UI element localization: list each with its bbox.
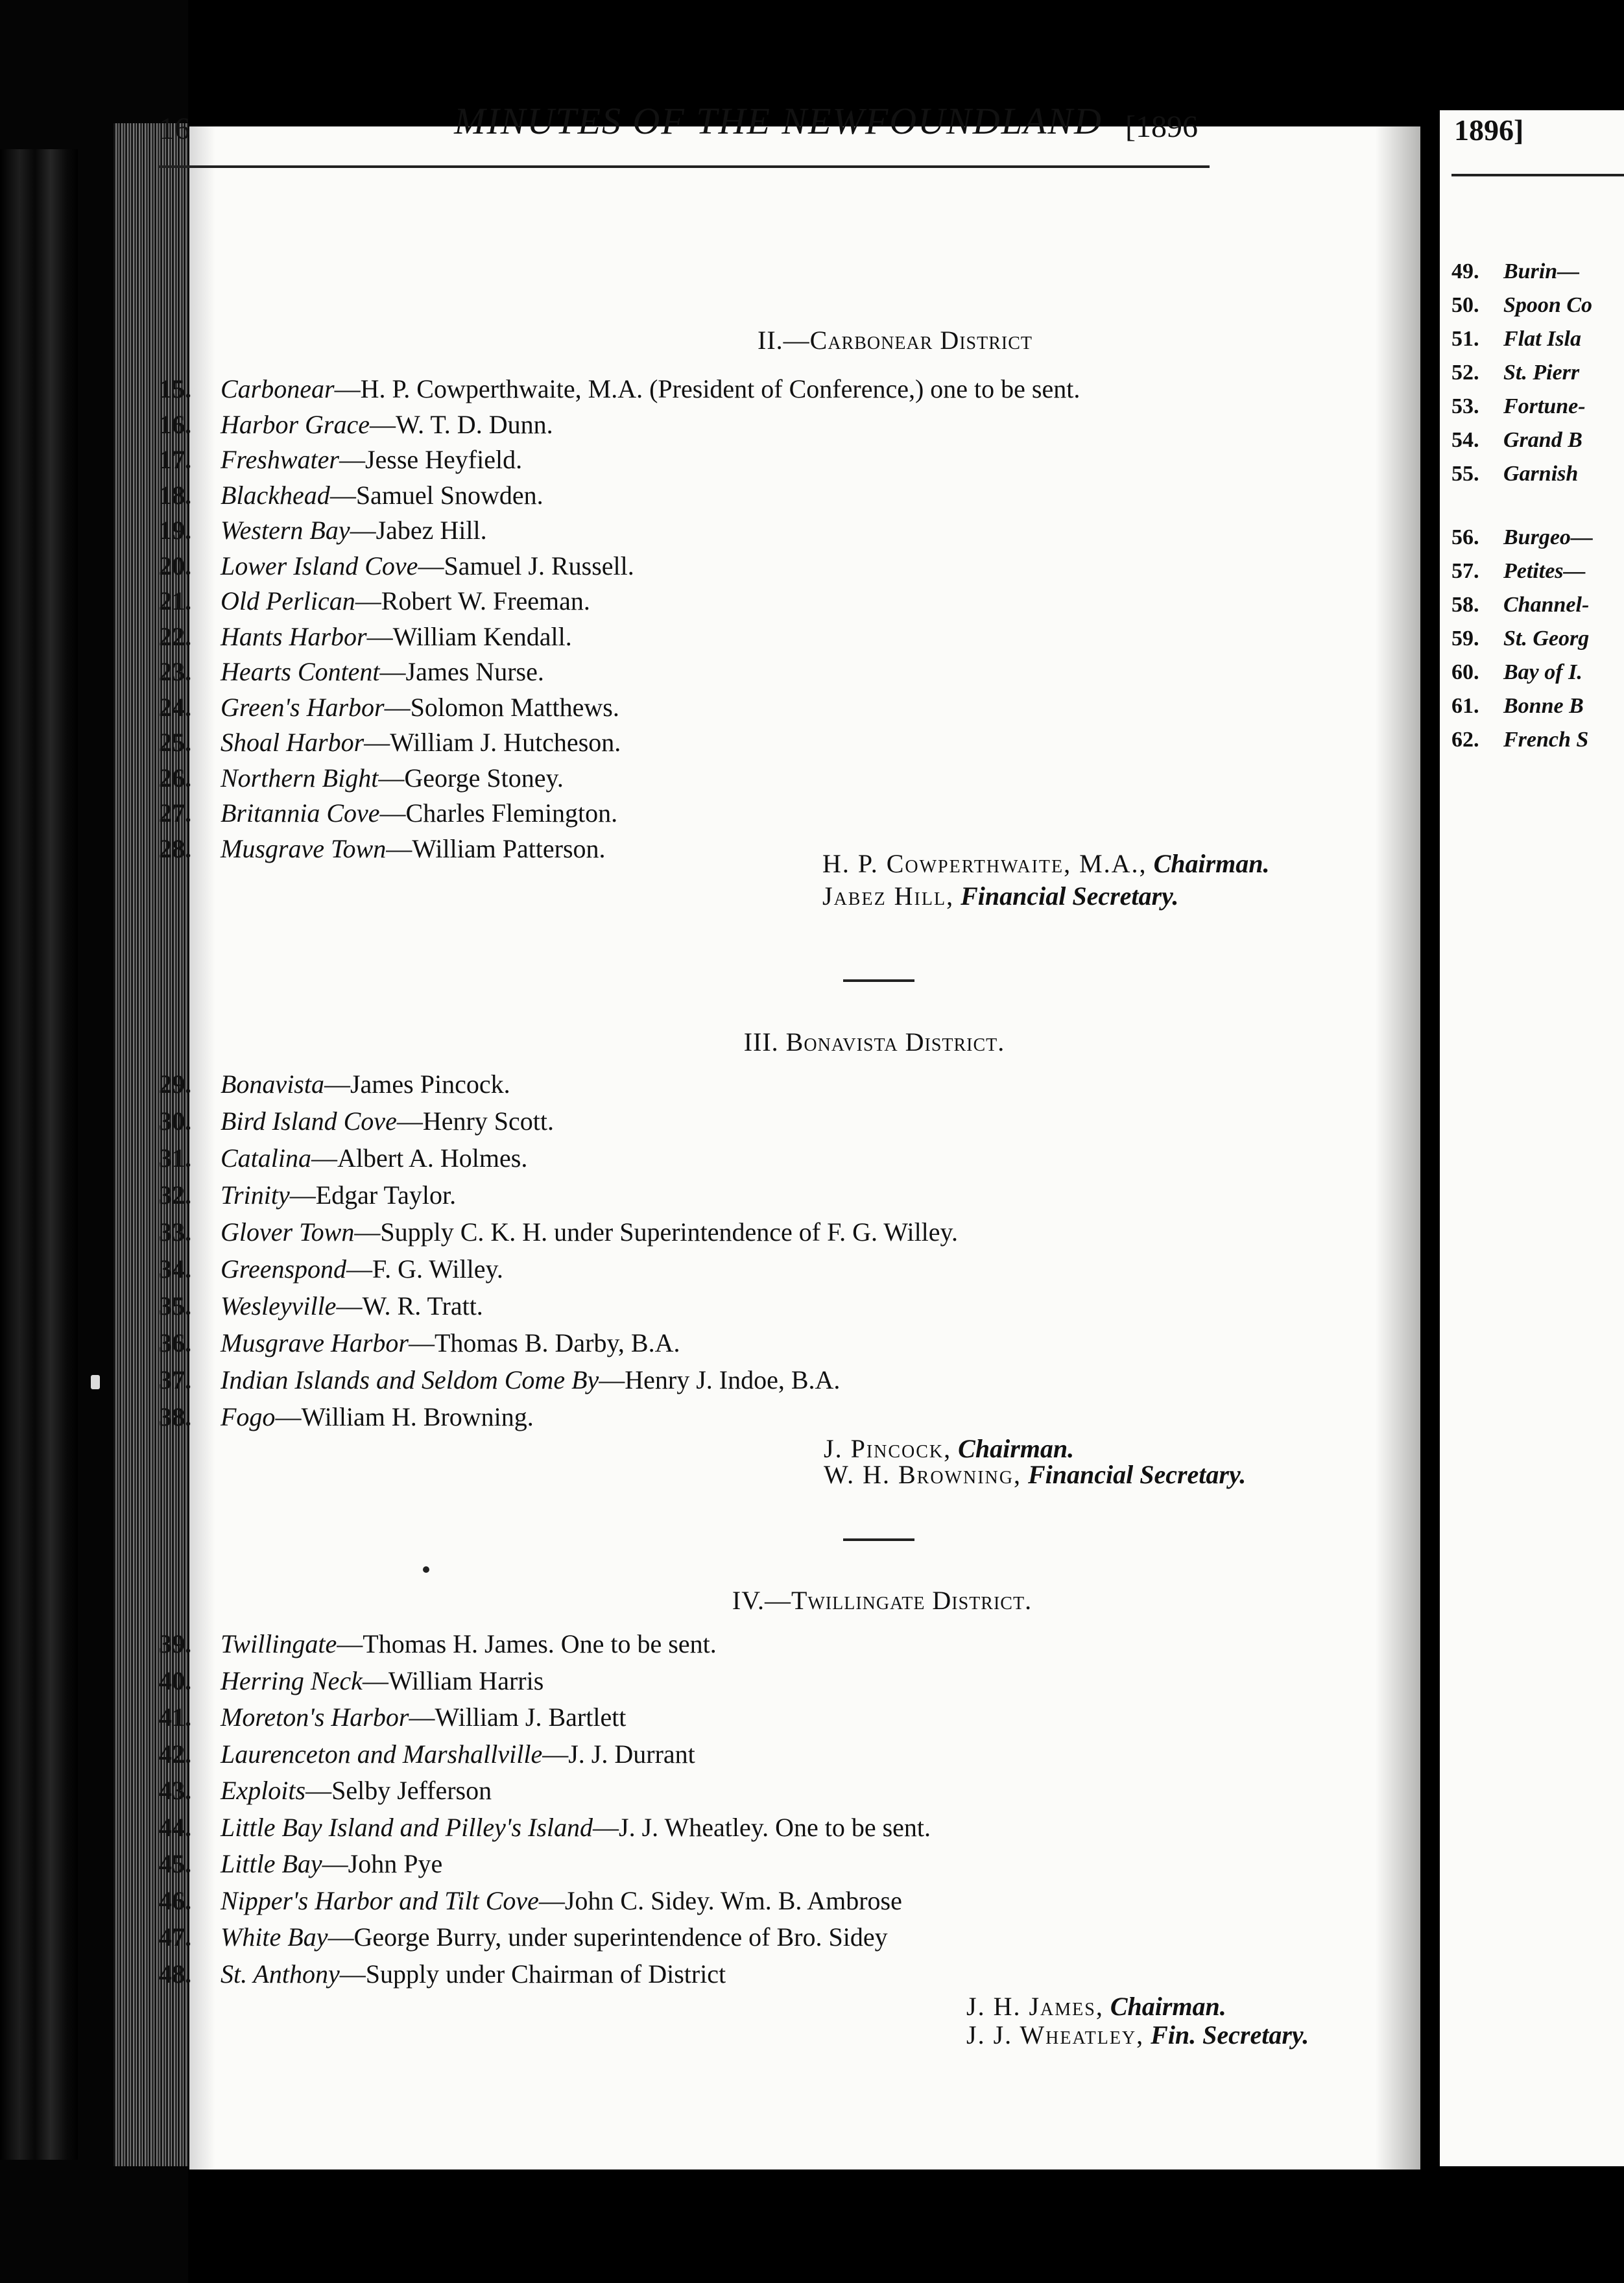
entry-number: 33. — [159, 1217, 191, 1247]
minister-name: William J. Bartlett — [435, 1703, 627, 1732]
entry-number: 40. — [159, 1666, 191, 1695]
dash-separator: — — [538, 1885, 565, 1915]
signature-secretary — [966, 2020, 1309, 2051]
dash-separator: — — [337, 1629, 363, 1658]
dash-separator: — — [339, 445, 365, 474]
dash-separator: — — [328, 1922, 354, 1952]
entry-number: 29. — [159, 1070, 191, 1099]
dash-separator: — — [386, 833, 412, 863]
minister-name: Supply under Chairman of District — [365, 1959, 726, 1989]
list-item — [159, 584, 1261, 619]
station-name: French S — [1503, 728, 1589, 752]
entry-number: 62. — [1451, 728, 1479, 752]
entry-number: 16. — [159, 409, 191, 439]
station-name: Fogo — [221, 1402, 276, 1431]
minister-name: Solomon Matthews. — [410, 692, 619, 722]
minister-name: J. J. Wheatley. One to be sent. — [619, 1812, 931, 1842]
dash-separator: — — [418, 551, 444, 580]
list-item — [159, 1400, 1261, 1435]
running-head-year: [1896 — [1125, 110, 1198, 144]
station-name: Glover Town — [221, 1217, 355, 1247]
list-item — [1451, 724, 1588, 756]
station-name: Channel- — [1503, 593, 1590, 617]
station-name: Blackhead — [221, 480, 330, 510]
entry-number: 58. — [1451, 593, 1479, 617]
entry-number: 38. — [159, 1402, 191, 1431]
station-name: Green's Harbor — [221, 692, 385, 722]
list-item — [1451, 459, 1578, 490]
list-item — [1451, 590, 1589, 621]
station-name: Wesleyville — [221, 1291, 337, 1321]
entry-number: 48. — [159, 1959, 191, 1989]
header-rule — [159, 165, 1210, 168]
signature-role: Financial Secretary. — [961, 881, 1179, 911]
minister-name: F. G. Willey. — [372, 1254, 503, 1284]
entry-number: 39. — [159, 1629, 191, 1658]
entry-number: 59. — [1451, 627, 1479, 651]
list-item — [159, 690, 1261, 725]
entry-number: 26. — [159, 763, 191, 793]
list-item — [159, 1067, 1261, 1102]
list-item — [1451, 357, 1579, 388]
dash-separator: — — [593, 1812, 619, 1842]
signature-name: W. H. Browning, — [824, 1460, 1021, 1489]
list-item — [159, 761, 1261, 796]
entry-number: 28. — [159, 833, 191, 863]
signature-role: Chairman. — [1153, 849, 1270, 878]
list-item — [159, 1252, 1261, 1287]
dash-separator: — — [334, 374, 361, 403]
dash-separator: — — [324, 1070, 350, 1099]
minister-name: William Kendall. — [392, 621, 572, 651]
list-item — [159, 725, 1261, 760]
signature-chairman — [822, 848, 1270, 879]
minister-name: George Stoney. — [404, 763, 564, 793]
entry-number: 57. — [1451, 559, 1479, 583]
station-name: St. Pierr — [1503, 361, 1580, 385]
minister-name: Robert W. Freeman. — [381, 586, 590, 616]
minister-name: James Nurse. — [405, 657, 544, 686]
station-name: Bonavista — [221, 1070, 324, 1099]
station-name: Bird Island Cove — [221, 1106, 397, 1136]
list-item — [159, 442, 1261, 477]
minister-name: Henry Scott. — [422, 1106, 555, 1136]
station-name: Laurenceton and Marshallville — [221, 1739, 543, 1769]
district-heading-carbonear: II.—Carbonear District — [758, 326, 1033, 355]
gutter-shadow — [1375, 126, 1420, 2169]
station-name: Hearts Content — [221, 657, 380, 686]
minister-name: J. J. Durrant — [568, 1739, 695, 1769]
list-item — [159, 1363, 1261, 1398]
list-item — [159, 654, 1261, 689]
dash-separator: — — [379, 657, 406, 686]
section-divider — [843, 979, 914, 982]
list-item — [159, 407, 1261, 442]
station-name: Trinity — [221, 1180, 290, 1210]
station-name: Northern Bight — [221, 763, 379, 793]
list-item — [1451, 324, 1581, 355]
list-item — [159, 1810, 1261, 1845]
station-name: Western Bay — [221, 516, 350, 545]
station-name: Harbor Grace — [221, 409, 370, 439]
list-item — [1451, 391, 1586, 422]
entry-number: 44. — [159, 1812, 191, 1842]
dash-separator: — — [599, 1365, 625, 1394]
minister-name: William Patterson. — [412, 833, 606, 863]
dash-separator: — — [364, 728, 390, 757]
dash-separator: — — [379, 798, 406, 828]
station-name: Grand B — [1503, 428, 1582, 452]
minister-name: George Burry, under superintendence of Bro. Sidey — [353, 1922, 888, 1952]
entry-number: 25. — [159, 728, 191, 757]
station-name: Musgrave Harbor — [221, 1328, 409, 1357]
minister-name: Edgar Taylor. — [315, 1180, 457, 1210]
ink-speck — [423, 1566, 429, 1573]
dash-separator: — — [311, 1143, 338, 1173]
list-item — [159, 549, 1261, 584]
dash-separator: — — [350, 516, 376, 545]
station-name: Hants Harbor — [221, 621, 367, 651]
dash-separator: — — [378, 763, 405, 793]
entry-number: 47. — [159, 1922, 191, 1952]
dash-separator: — — [339, 1959, 366, 1989]
dash-separator: — — [542, 1739, 569, 1769]
entry-number: 18. — [159, 480, 191, 510]
dash-separator: — — [408, 1328, 435, 1357]
station-name: Fortune- — [1503, 394, 1586, 418]
station-name: Bonne B — [1503, 694, 1584, 718]
list-item — [159, 1957, 1261, 1992]
station-name: Twillingate — [221, 1629, 337, 1658]
signature-chairman — [966, 1991, 1226, 2022]
list-item — [159, 1141, 1261, 1176]
station-name: Little Bay — [221, 1849, 322, 1878]
station-name: Shoal Harbor — [221, 728, 364, 757]
entry-number: 15. — [159, 374, 191, 403]
entry-number: 52. — [1451, 361, 1479, 385]
section-divider — [843, 1538, 914, 1541]
station-name: Carbonear — [221, 374, 335, 403]
list-item — [159, 1920, 1261, 1955]
list-item — [159, 1883, 1261, 1918]
signature-role: Chairman. — [1110, 1992, 1226, 2021]
station-name: Britannia Cove — [221, 798, 380, 828]
minister-name: Samuel Snowden. — [355, 480, 543, 510]
entry-number: 55. — [1451, 462, 1479, 486]
list-item — [1451, 425, 1582, 456]
running-head: MINUTES OF THE NEWFOUNDLAND — [454, 100, 1103, 142]
list-item — [159, 1289, 1261, 1324]
minister-name: W. T. D. Dunn. — [395, 409, 553, 439]
dash-separator: — — [289, 1180, 316, 1210]
entry-number: 41. — [159, 1703, 191, 1732]
list-item — [159, 372, 1261, 407]
signature-name: H. P. Cowperthwaite, M.A., — [822, 849, 1147, 878]
list-item — [1451, 691, 1584, 722]
entry-number: 35. — [159, 1291, 191, 1321]
list-item — [159, 1847, 1261, 1882]
entry-number: 22. — [159, 621, 191, 651]
list-item — [159, 1773, 1261, 1808]
entry-number: 45. — [159, 1849, 191, 1878]
station-name: Indian Islands and Seldom Come By — [221, 1365, 599, 1394]
page-number: 16 — [159, 112, 190, 146]
minister-name: Samuel J. Russell. — [444, 551, 634, 580]
list-item — [159, 1664, 1261, 1699]
minister-name: William Harris — [388, 1666, 544, 1695]
minister-name: Thomas H. James. One to be sent. — [363, 1629, 717, 1658]
station-name: Petites— — [1503, 559, 1586, 583]
minister-name: H. P. Cowperthwaite, M.A. (President of Conference,) one to be sent. — [360, 374, 1081, 403]
station-name: Bay of I. — [1503, 660, 1582, 684]
dash-separator: — — [354, 1217, 381, 1247]
scan-artifact — [91, 1375, 100, 1389]
list-item — [159, 513, 1261, 548]
station-name: Catalina — [221, 1143, 312, 1173]
list-item — [159, 478, 1261, 513]
station-name: Freshwater — [221, 445, 339, 474]
minister-name: William J. Hutcheson. — [390, 728, 621, 757]
entry-number: 23. — [159, 657, 191, 686]
entry-number: 21. — [159, 586, 191, 616]
signature-secretary — [822, 881, 1178, 912]
dash-separator: — — [329, 480, 356, 510]
minister-name: Jabez Hill. — [376, 516, 487, 545]
station-name: Spoon Co — [1503, 293, 1592, 317]
list-item — [1451, 256, 1579, 287]
entry-number: 54. — [1451, 428, 1479, 452]
station-name: Flat Isla — [1503, 327, 1581, 351]
district-heading-bonavista: III. Bonavista District. — [743, 1027, 1005, 1057]
dash-separator: — — [366, 621, 393, 651]
station-name: Moreton's Harbor — [221, 1703, 409, 1732]
station-name: Burgeo— — [1503, 525, 1593, 549]
list-item — [159, 1737, 1261, 1772]
signature-name: J. J. Wheatley, — [966, 2020, 1145, 2050]
station-name: Nipper's Harbor and Tilt Cove — [221, 1885, 539, 1915]
dash-separator: — — [275, 1402, 302, 1431]
signature-name: J. Pincock, — [824, 1434, 952, 1463]
minister-name: Thomas B. Darby, B.A. — [434, 1328, 680, 1357]
dash-separator: — — [396, 1106, 423, 1136]
entry-number: 34. — [159, 1254, 191, 1284]
list-item — [1451, 623, 1589, 654]
entry-number: 19. — [159, 516, 191, 545]
entry-number: 50. — [1451, 293, 1479, 317]
dash-separator: — — [409, 1703, 435, 1732]
entry-number: 24. — [159, 692, 191, 722]
dash-separator: — — [322, 1849, 348, 1878]
list-item — [159, 1178, 1261, 1213]
list-item — [159, 619, 1261, 654]
book-gutter — [1420, 104, 1440, 2179]
station-name: Lower Island Cove — [221, 551, 418, 580]
station-name: Burin— — [1503, 259, 1580, 283]
entry-number: 37. — [159, 1365, 191, 1394]
station-name: St. Anthony — [221, 1959, 340, 1989]
entry-number: 56. — [1451, 525, 1479, 549]
list-item — [159, 1627, 1261, 1662]
minister-name: Henry J. Indoe, B.A. — [625, 1365, 841, 1394]
book-spine — [0, 149, 78, 2160]
station-name: St. Georg — [1503, 627, 1590, 651]
station-name: Greenspond — [221, 1254, 347, 1284]
entry-number: 60. — [1451, 660, 1479, 684]
minister-name: Supply C. K. H. under Superintendence of F. G. Willey. — [380, 1217, 958, 1247]
facing-page-year: 1896] — [1454, 114, 1524, 147]
entry-number: 30. — [159, 1106, 191, 1136]
station-name: Herring Neck — [221, 1666, 363, 1695]
right-page-fragment — [1440, 110, 1624, 2166]
minister-name: John C. Sidey. Wm. B. Ambrose — [564, 1885, 902, 1915]
station-name: Exploits — [221, 1776, 306, 1805]
dash-separator: — — [384, 692, 411, 722]
list-item — [159, 796, 1261, 831]
signature-role: Fin. Secretary. — [1151, 2020, 1309, 2050]
signature-role: Chairman. — [958, 1434, 1075, 1463]
signature-secretary — [824, 1459, 1246, 1490]
minister-name: Albert A. Holmes. — [337, 1143, 528, 1173]
entry-number: 32. — [159, 1180, 191, 1210]
dash-separator: — — [305, 1776, 332, 1805]
station-name: Musgrave Town — [221, 833, 387, 863]
minister-name: James Pincock. — [350, 1070, 510, 1099]
entry-number: 61. — [1451, 694, 1479, 718]
signature-role: Financial Secretary. — [1027, 1460, 1247, 1489]
facing-header-rule — [1451, 174, 1624, 176]
entry-number: 17. — [159, 445, 191, 474]
entry-number: 31. — [159, 1143, 191, 1173]
station-name: Old Perlican — [221, 586, 355, 616]
list-item — [159, 1104, 1261, 1139]
list-item — [159, 1326, 1261, 1361]
minister-name: John Pye — [348, 1849, 443, 1878]
minister-name: Charles Flemington. — [405, 798, 618, 828]
dash-separator: — — [336, 1291, 363, 1321]
list-item — [1451, 522, 1593, 553]
entry-number: 42. — [159, 1739, 191, 1769]
list-item — [1451, 657, 1582, 688]
dash-separator: — — [355, 586, 381, 616]
station-name: White Bay — [221, 1922, 328, 1952]
dash-separator: — — [346, 1254, 373, 1284]
entry-number: 43. — [159, 1776, 191, 1805]
minister-name: Selby Jefferson — [331, 1776, 492, 1805]
station-name: Little Bay Island and Pilley's Island — [221, 1812, 593, 1842]
list-item — [159, 1700, 1261, 1735]
dash-separator: — — [369, 409, 396, 439]
entry-number: 27. — [159, 798, 191, 828]
entry-number: 46. — [159, 1885, 191, 1915]
dash-separator: — — [362, 1666, 388, 1695]
entry-number: 20. — [159, 551, 191, 580]
entry-number: 36. — [159, 1328, 191, 1357]
minister-name: Jesse Heyfield. — [364, 445, 523, 474]
list-item — [1451, 556, 1586, 587]
minister-name: W. R. Tratt. — [362, 1291, 483, 1321]
minister-name: William H. Browning. — [301, 1402, 534, 1431]
entry-number: 49. — [1451, 259, 1479, 283]
list-item — [159, 1215, 1261, 1250]
district-heading-twillingate: IV.—Twillingate District. — [732, 1586, 1033, 1615]
entry-number: 53. — [1451, 394, 1479, 418]
station-name: Garnish — [1503, 462, 1579, 486]
signature-name: Jabez Hill, — [822, 881, 955, 911]
entry-number: 51. — [1451, 327, 1479, 351]
signature-name: J. H. James, — [966, 1992, 1104, 2021]
list-item — [1451, 290, 1592, 321]
